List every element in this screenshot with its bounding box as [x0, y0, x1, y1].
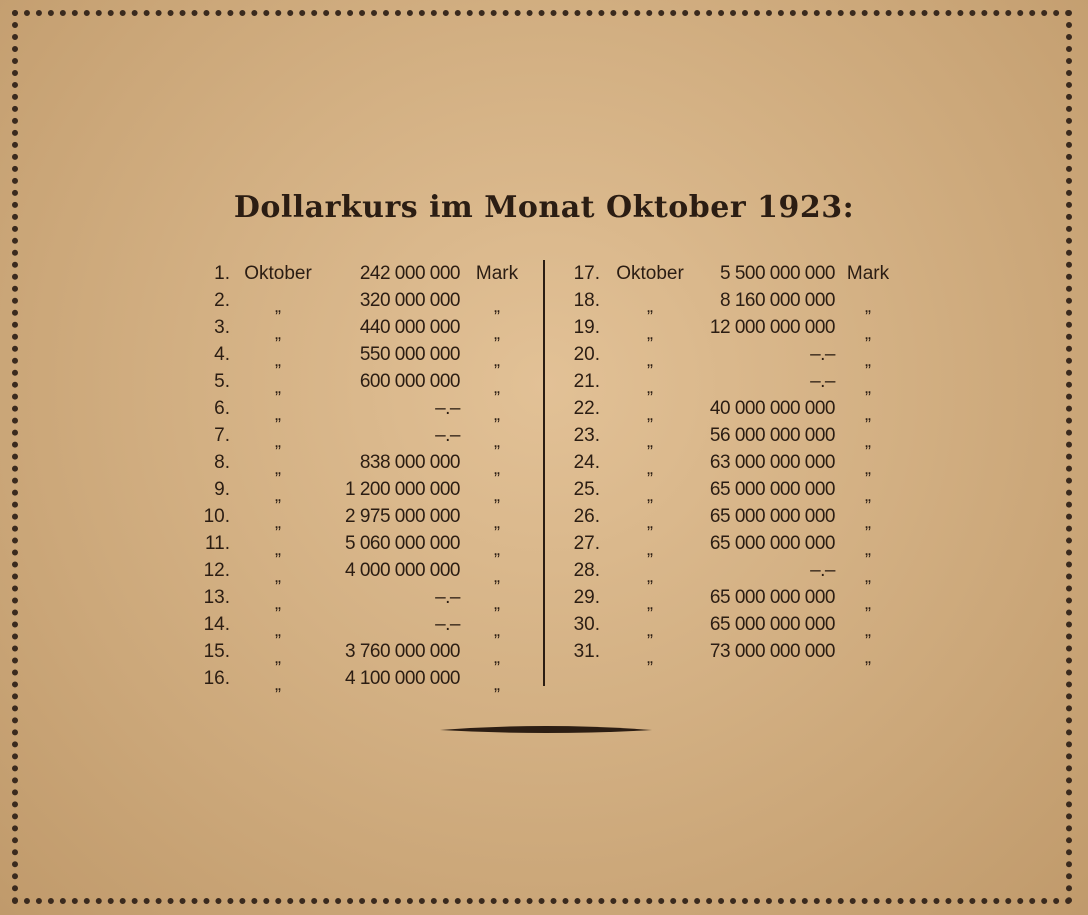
- day-number: 5.: [214, 371, 230, 392]
- day-number: 20.: [573, 344, 600, 365]
- ditto-mark: „: [275, 323, 281, 343]
- ditto-mark: „: [494, 296, 500, 316]
- day-number: 16.: [203, 668, 230, 689]
- ditto-mark: „: [275, 539, 281, 559]
- exchange-rate-amount: 63 000 000 000: [709, 452, 835, 473]
- ditto-mark: „: [865, 296, 871, 316]
- ornament-rule: [440, 724, 652, 736]
- exchange-rate-amount: 65 000 000 000: [709, 587, 835, 608]
- ditto-mark: „: [647, 323, 653, 343]
- ditto-mark: „: [647, 458, 653, 478]
- day-number: 26.: [573, 506, 600, 527]
- day-number: 30.: [573, 614, 600, 635]
- rate-row: [560, 287, 900, 314]
- exchange-rate-amount: 242 000 000: [359, 263, 460, 284]
- ditto-mark: „: [647, 485, 653, 505]
- rate-row: [192, 260, 522, 287]
- ditto-mark: „: [494, 458, 500, 478]
- rate-row: [192, 341, 522, 368]
- ditto-mark: „: [494, 350, 500, 370]
- exchange-rate-amount: 5 500 000 000: [719, 263, 835, 284]
- ditto-mark: „: [494, 566, 500, 586]
- document-title: Dollarkurs im Monat Oktober 1923:: [233, 190, 855, 225]
- ditto-mark: „: [275, 350, 281, 370]
- ditto-mark: „: [865, 539, 871, 559]
- rate-row: [192, 557, 522, 584]
- day-number: 21.: [573, 371, 600, 392]
- ditto-mark: „: [865, 647, 871, 667]
- rate-row: [560, 476, 900, 503]
- day-number: 14.: [203, 614, 230, 635]
- exchange-rate-amount: –.–: [435, 425, 460, 446]
- ditto-mark: „: [494, 674, 500, 694]
- day-number: 28.: [573, 560, 600, 581]
- day-number: 18.: [573, 290, 600, 311]
- exchange-rate-amount: 550 000 000: [359, 344, 460, 365]
- unit-label: Mark: [846, 263, 890, 284]
- exchange-rate-amount: 73 000 000 000: [709, 641, 835, 662]
- ditto-mark: „: [494, 377, 500, 397]
- ditto-mark: „: [275, 593, 281, 613]
- day-number: 2.: [214, 290, 230, 311]
- exchange-rate-amount: –.–: [435, 587, 460, 608]
- rate-row: [192, 368, 522, 395]
- rate-row: [560, 314, 900, 341]
- rate-row: [560, 422, 900, 449]
- ditto-mark: „: [865, 350, 871, 370]
- ditto-mark: „: [275, 512, 281, 532]
- rate-row: [192, 449, 522, 476]
- rate-row: [192, 530, 522, 557]
- day-number: 17.: [573, 263, 600, 284]
- rate-row: [192, 314, 522, 341]
- exchange-rate-amount: 65 000 000 000: [709, 533, 835, 554]
- rate-row: [560, 557, 900, 584]
- rate-row: [192, 395, 522, 422]
- ditto-mark: „: [647, 512, 653, 532]
- exchange-rate-amount: 5 060 000 000: [344, 533, 460, 554]
- ditto-mark: „: [275, 647, 281, 667]
- rate-row: [560, 584, 900, 611]
- day-number: 23.: [573, 425, 600, 446]
- ditto-mark: „: [865, 404, 871, 424]
- day-number: 1.: [214, 263, 230, 284]
- rate-row: [560, 638, 900, 665]
- exchange-rate-amount: 4 000 000 000: [344, 560, 460, 581]
- ditto-mark: „: [494, 512, 500, 532]
- day-number: 27.: [573, 533, 600, 554]
- day-number: 8.: [214, 452, 230, 473]
- ditto-mark: „: [647, 431, 653, 451]
- exchange-rate-amount: 1 200 000 000: [344, 479, 460, 500]
- rates-column-right: [560, 260, 900, 665]
- rates-column-left: [192, 260, 522, 692]
- exchange-rate-amount: 838 000 000: [359, 452, 460, 473]
- day-number: 10.: [203, 506, 230, 527]
- day-number: 6.: [214, 398, 230, 419]
- ditto-mark: „: [494, 620, 500, 640]
- ditto-mark: „: [647, 593, 653, 613]
- exchange-rate-amount: 12 000 000 000: [709, 317, 835, 338]
- day-number: 13.: [203, 587, 230, 608]
- rate-row: [192, 638, 522, 665]
- exchange-rate-amount: 2 975 000 000: [344, 506, 460, 527]
- exchange-rate-amount: –.–: [810, 344, 835, 365]
- rate-row: [560, 611, 900, 638]
- exchange-rate-amount: 4 100 000 000: [344, 668, 460, 689]
- day-number: 31.: [573, 641, 600, 662]
- rate-row: [560, 260, 900, 287]
- ditto-mark: „: [865, 620, 871, 640]
- ditto-mark: „: [494, 539, 500, 559]
- day-number: 25.: [573, 479, 600, 500]
- day-number: 29.: [573, 587, 600, 608]
- exchange-rate-amount: –.–: [810, 371, 835, 392]
- ditto-mark: „: [275, 674, 281, 694]
- ditto-mark: „: [275, 566, 281, 586]
- ditto-mark: „: [494, 647, 500, 667]
- day-number: 4.: [214, 344, 230, 365]
- exchange-rate-amount: 600 000 000: [359, 371, 460, 392]
- ditto-mark: „: [494, 404, 500, 424]
- day-number: 9.: [214, 479, 230, 500]
- ditto-mark: „: [275, 458, 281, 478]
- rate-row: [192, 665, 522, 692]
- ditto-mark: „: [494, 323, 500, 343]
- ditto-mark: „: [865, 485, 871, 505]
- day-number: 7.: [214, 425, 230, 446]
- ditto-mark: „: [865, 431, 871, 451]
- exchange-rate-amount: 56 000 000 000: [709, 425, 835, 446]
- ditto-mark: „: [647, 539, 653, 559]
- rate-row: [560, 341, 900, 368]
- ditto-mark: „: [865, 566, 871, 586]
- ditto-mark: „: [275, 404, 281, 424]
- ditto-mark: „: [865, 593, 871, 613]
- ditto-mark: „: [647, 620, 653, 640]
- dotted-border-frame: [12, 10, 1072, 904]
- rate-row: [192, 422, 522, 449]
- month-label: Oktober: [616, 263, 684, 284]
- day-number: 22.: [573, 398, 600, 419]
- ditto-mark: „: [865, 323, 871, 343]
- ditto-mark: „: [494, 485, 500, 505]
- day-number: 24.: [573, 452, 600, 473]
- ditto-mark: „: [275, 377, 281, 397]
- rate-row: [192, 476, 522, 503]
- exchange-rate-amount: 65 000 000 000: [709, 479, 835, 500]
- exchange-rate-amount: 3 760 000 000: [344, 641, 460, 662]
- ditto-mark: „: [865, 377, 871, 397]
- ditto-mark: „: [275, 485, 281, 505]
- day-number: 15.: [203, 641, 230, 662]
- exchange-rate-amount: 65 000 000 000: [709, 506, 835, 527]
- day-number: 12.: [203, 560, 230, 581]
- ditto-mark: „: [494, 431, 500, 451]
- rate-row: [560, 449, 900, 476]
- ditto-mark: „: [647, 296, 653, 316]
- ditto-mark: „: [275, 296, 281, 316]
- ditto-mark: „: [494, 593, 500, 613]
- ditto-mark: „: [865, 512, 871, 532]
- ditto-mark: „: [647, 566, 653, 586]
- rate-row: [192, 287, 522, 314]
- day-number: 3.: [214, 317, 230, 338]
- ditto-mark: „: [865, 458, 871, 478]
- exchange-rate-amount: –.–: [810, 560, 835, 581]
- exchange-rate-amount: 65 000 000 000: [709, 614, 835, 635]
- ditto-mark: „: [275, 431, 281, 451]
- rate-row: [192, 584, 522, 611]
- ditto-mark: „: [647, 647, 653, 667]
- ditto-mark: „: [647, 404, 653, 424]
- exchange-rate-amount: –.–: [435, 398, 460, 419]
- column-divider: [543, 260, 545, 686]
- rate-row: [560, 503, 900, 530]
- rate-row: [560, 395, 900, 422]
- day-number: 11.: [204, 533, 230, 554]
- rate-row: [560, 368, 900, 395]
- exchange-rate-amount: 40 000 000 000: [709, 398, 835, 419]
- exchange-rate-amount: 8 160 000 000: [719, 290, 835, 311]
- rate-row: [192, 503, 522, 530]
- ditto-mark: „: [647, 377, 653, 397]
- ditto-mark: „: [647, 350, 653, 370]
- exchange-rate-amount: 440 000 000: [359, 317, 460, 338]
- exchange-rate-amount: 320 000 000: [359, 290, 460, 311]
- rate-row: [560, 530, 900, 557]
- ditto-mark: „: [275, 620, 281, 640]
- exchange-rate-amount: –.–: [435, 614, 460, 635]
- day-number: 19.: [573, 317, 600, 338]
- unit-label: Mark: [475, 263, 519, 284]
- rate-row: [192, 611, 522, 638]
- month-label: Oktober: [244, 263, 312, 284]
